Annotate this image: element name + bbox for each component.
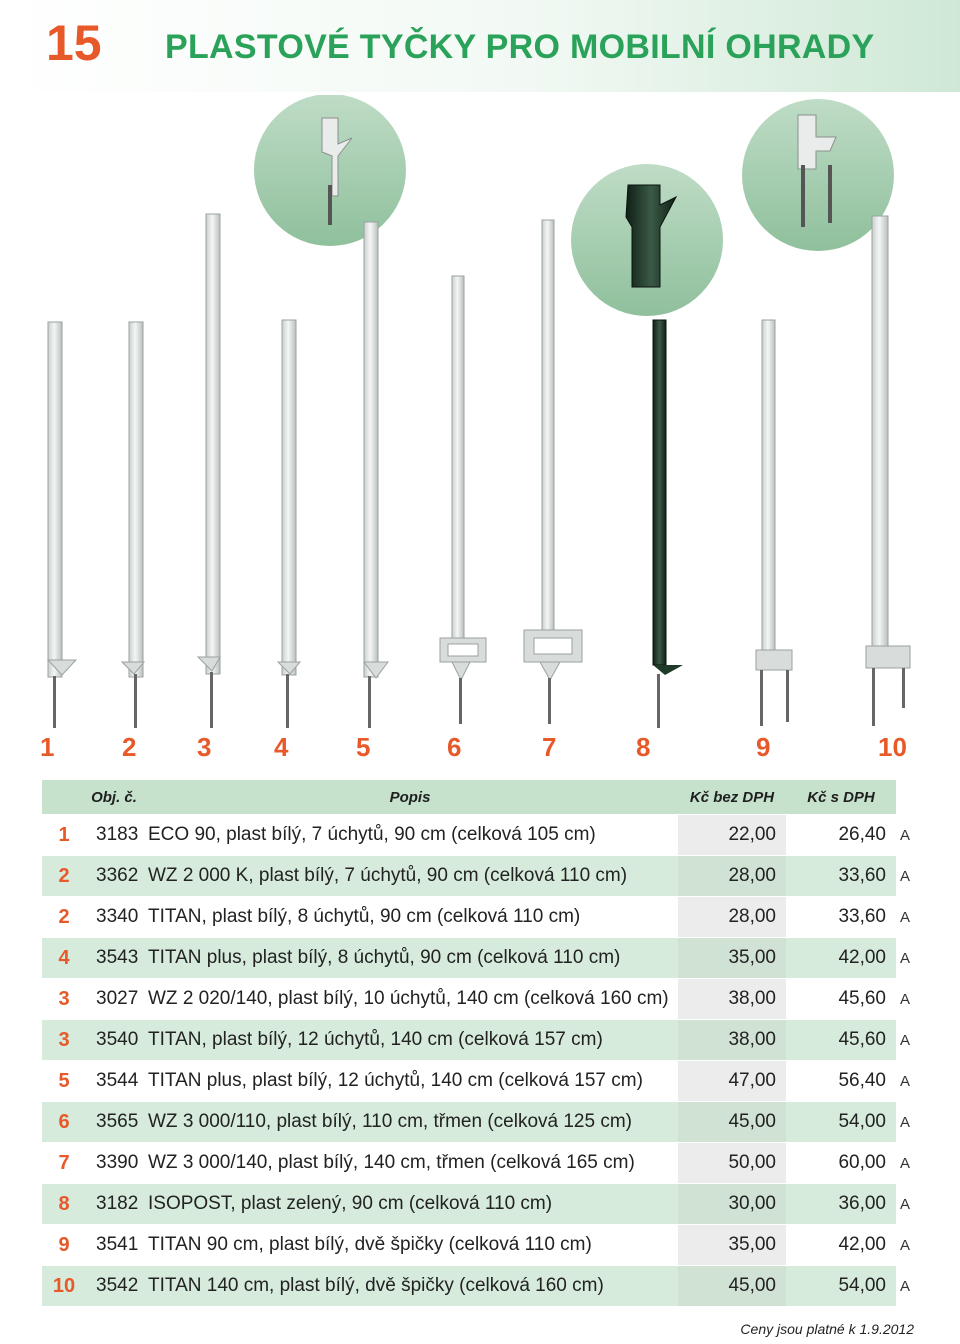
row-number: 7 [42,1143,86,1184]
row-flag: A [896,938,915,979]
row-price-gross: 42,00 [786,1225,896,1266]
row-number: 3 [42,1020,86,1061]
row-price-net: 30,00 [678,1184,786,1225]
row-code: 3362 [86,856,142,897]
row-description: WZ 3 000/140, plast bílý, 140 cm, třmen (celková 165 cm) [142,1143,678,1184]
header-price-net: Kč bez DPH [678,780,786,815]
row-price-net: 38,00 [678,979,786,1020]
row-price-gross: 36,00 [786,1184,896,1225]
table-row [42,1102,915,1143]
row-description: TITAN, plast bílý, 12 úchytů, 140 cm (celková 157 cm) [142,1020,678,1061]
header-price-gross: Kč s DPH [786,780,896,815]
row-price-net: 50,00 [678,1143,786,1184]
row-flag: A [896,1184,915,1225]
row-flag: A [896,856,915,897]
row-price-gross: 33,60 [786,856,896,897]
table-header-row [42,780,915,815]
row-description: TITAN, plast bílý, 8 úchytů, 90 cm (celková 110 cm) [142,897,678,938]
fence-post-4 [278,320,300,728]
row-description: TITAN 140 cm, plast bílý, dvě špičky (celková 160 cm) [142,1266,678,1307]
post-number-8: 8 [636,732,651,762]
row-description: TITAN 90 cm, plast bílý, dvě špičky (celková 110 cm) [142,1225,678,1266]
header-no [42,780,86,815]
row-price-gross: 42,00 [786,938,896,979]
row-code: 3182 [86,1184,142,1225]
table-row [42,1184,915,1225]
row-price-net: 22,00 [678,815,786,856]
table-row [42,1143,915,1184]
row-price-net: 45,00 [678,1266,786,1307]
row-description: WZ 2 000 K, plast bílý, 7 úchytů, 90 cm (celková 110 cm) [142,856,678,897]
row-flag: A [896,1020,915,1061]
row-flag: A [896,979,915,1020]
post-number-10: 10 [878,732,907,762]
table-row [42,1061,915,1102]
row-description: ISOPOST, plast zelený, 90 cm (celková 110 cm) [142,1184,678,1225]
row-number: 3 [42,979,86,1020]
row-price-gross: 60,00 [786,1143,896,1184]
row-code: 3541 [86,1225,142,1266]
table-row [42,979,915,1020]
post-number-9: 9 [756,732,771,762]
row-price-gross: 54,00 [786,1266,896,1307]
row-flag: A [896,815,915,856]
row-code: 3543 [86,938,142,979]
price-table [42,780,915,1306]
row-flag: A [896,1225,915,1266]
table-row [42,897,915,938]
detail-circle-2 [571,164,723,316]
row-number: 2 [42,897,86,938]
row-code: 3340 [86,897,142,938]
row-flag: A [896,897,915,938]
post-number-2: 2 [122,732,137,762]
fence-post-7 [524,220,582,724]
row-description: WZ 3 000/110, plast bílý, 110 cm, třmen (celková 125 cm) [142,1102,678,1143]
product-illustration [0,95,960,735]
row-number: 6 [42,1102,86,1143]
row-code: 3027 [86,979,142,1020]
detail-circle-1 [254,95,406,246]
header-description: Popis [142,780,678,815]
post-number-1: 1 [40,732,55,762]
row-price-gross: 26,40 [786,815,896,856]
post-number-4: 4 [274,732,289,762]
table-row [42,815,915,856]
row-price-gross: 54,00 [786,1102,896,1143]
row-price-net: 28,00 [678,856,786,897]
validity-note: Ceny jsou platné k 1.9.2012 [740,1321,914,1337]
row-price-gross: 56,40 [786,1061,896,1102]
row-code: 3183 [86,815,142,856]
row-code: 3544 [86,1061,142,1102]
row-description: ECO 90, plast bílý, 7 úchytů, 90 cm (celková 105 cm) [142,815,678,856]
page-number: 15 [46,15,102,71]
row-number: 1 [42,815,86,856]
row-flag: A [896,1266,915,1307]
page-header [0,0,960,92]
post-number-5: 5 [356,732,371,762]
row-code: 3542 [86,1266,142,1307]
row-price-net: 45,00 [678,1102,786,1143]
row-number: 4 [42,938,86,979]
row-description: TITAN plus, plast bílý, 8 úchytů, 90 cm (celková 110 cm) [142,938,678,979]
fence-post-2 [122,322,144,728]
table-row [42,1266,915,1307]
post-number-7: 7 [542,732,557,762]
table-row [42,938,915,979]
row-description: WZ 2 020/140, plast bílý, 10 úchytů, 140 cm (celková 160 cm) [142,979,678,1020]
fence-post-3 [198,214,220,728]
row-price-gross: 45,60 [786,1020,896,1061]
row-code: 3540 [86,1020,142,1061]
page-title: PLASTOVÉ TYČKY PRO MOBILNÍ OHRADY [165,28,875,66]
row-number: 2 [42,856,86,897]
row-price-net: 35,00 [678,1225,786,1266]
row-code: 3565 [86,1102,142,1143]
fence-post-10 [866,216,910,726]
row-price-net: 28,00 [678,897,786,938]
row-number: 5 [42,1061,86,1102]
table-row [42,856,915,897]
row-price-net: 35,00 [678,938,786,979]
row-description: TITAN plus, plast bílý, 12 úchytů, 140 cm (celková 157 cm) [142,1061,678,1102]
row-price-net: 47,00 [678,1061,786,1102]
fence-post-8 [653,320,683,728]
fence-post-1 [48,322,76,728]
row-price-gross: 33,60 [786,897,896,938]
fence-post-5 [364,222,388,728]
row-flag: A [896,1102,915,1143]
post-number-6: 6 [447,732,462,762]
row-number: 8 [42,1184,86,1225]
table-row [42,1020,915,1061]
row-code: 3390 [86,1143,142,1184]
post-number-row [0,732,960,772]
header-flag [896,780,915,815]
row-price-net: 38,00 [678,1020,786,1061]
header-code: Obj. č. [86,780,142,815]
row-price-gross: 45,60 [786,979,896,1020]
row-flag: A [896,1143,915,1184]
row-flag: A [896,1061,915,1102]
table-row [42,1225,915,1266]
post-number-3: 3 [197,732,212,762]
table-body [42,815,915,1307]
detail-circle-3 [742,99,894,251]
fence-post-6 [440,276,486,724]
row-number: 10 [42,1266,86,1307]
row-number: 9 [42,1225,86,1266]
fence-post-9 [756,320,792,726]
